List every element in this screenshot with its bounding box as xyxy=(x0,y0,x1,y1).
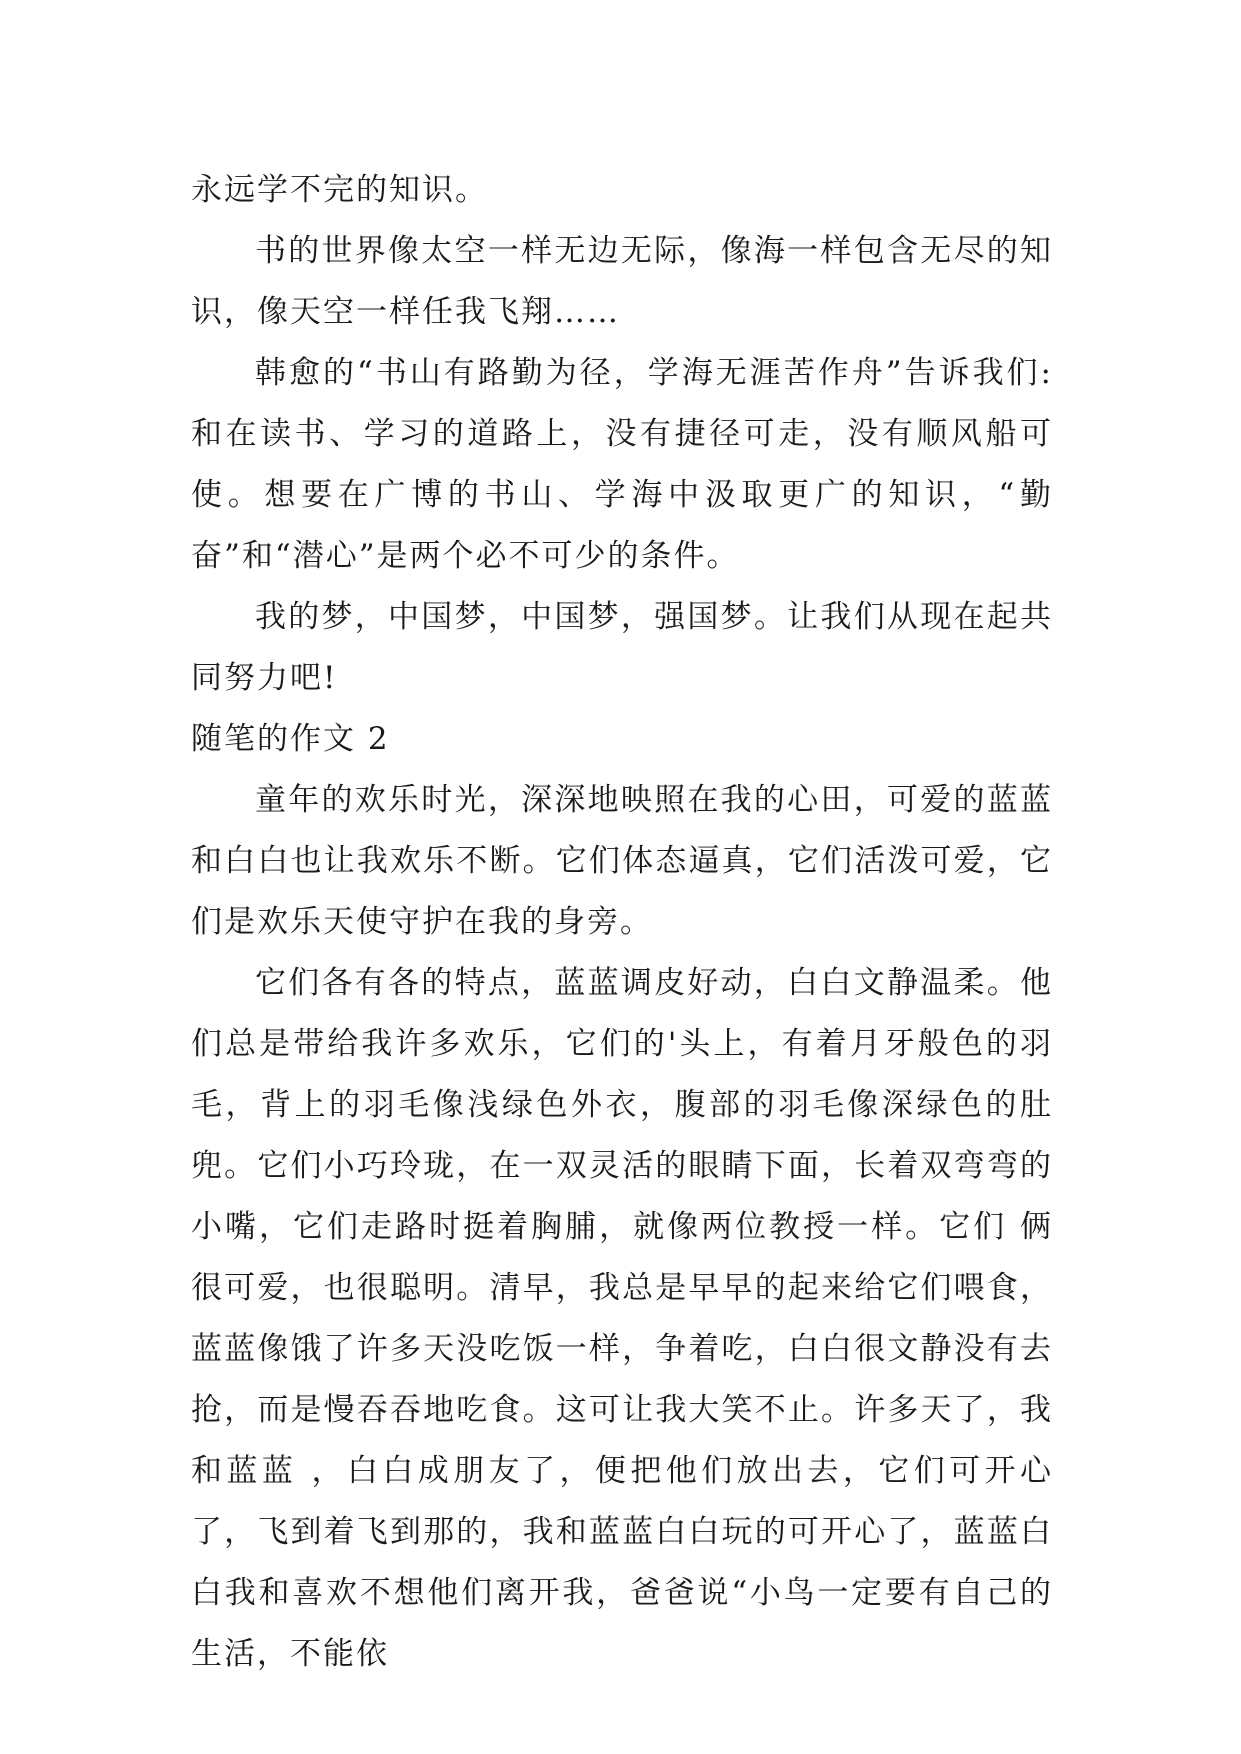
paragraph-han-yu-quote: 韩愈的“书山有路勤为径，学海无涯苦作舟”告诉我们:和在读书、学习的道路上，没有捷径可走，没有顺风船可使。想要在广博的书山、学海中汲取更广的知识，“勤奋”和“潜心”是两个必不可少的条件。 xyxy=(191,355,1053,574)
paragraph-childhood: 童年的欢乐时光，深深地映照在我的心田，可爱的蓝蓝和白白也让我欢乐不断。它们体态逼真，它们活泼可爱，它们是欢乐天使守护在我的身旁。 xyxy=(191,782,1053,940)
document-body xyxy=(191,160,1053,1685)
paragraph-continuation: 永远学不完的知识。 xyxy=(191,172,488,208)
paragraph-book-world: 书的世界像太空一样无边无际，像海一样包含无尽的知识，像天空一样任我飞翔…… xyxy=(191,233,1053,330)
paragraph-birds: 它们各有各的特点，蓝蓝调皮好动，白白文静温柔。他们总是带给我许多欢乐，它们的'头上，有着月牙般色的羽毛，背上的羽毛像浅绿色外衣，腹部的羽毛像深绿色的肚兜。它们小巧玲珑，在一双灵活的眼睛下面，长着双弯弯的小嘴，它们走路时挺着胸脯，就像两位教授一样。它们 俩 很可爱，也很聪明。清早，我总是早早的起来给它们喂食，蓝蓝像饿了许多天没吃饭一样，争着吃，白白很文静没有去抢，而是慢吞吞地吃食。这可让我大笑不止。许多天了，我和蓝蓝 ，白白成朋友了，便把他们放出去，它们可开心了，飞到着飞到那的，我和蓝蓝白白玩的可开心了，蓝蓝白白我和喜欢不想他们离开我，爸爸说“小鸟一定要有自己的生活，不能依 xyxy=(191,965,1053,1672)
essay-heading: 随笔的作文 2 xyxy=(191,721,390,757)
paragraph-china-dream: 我的梦，中国梦，中国梦，强国梦。让我们从现在起共同努力吧! xyxy=(191,599,1053,696)
